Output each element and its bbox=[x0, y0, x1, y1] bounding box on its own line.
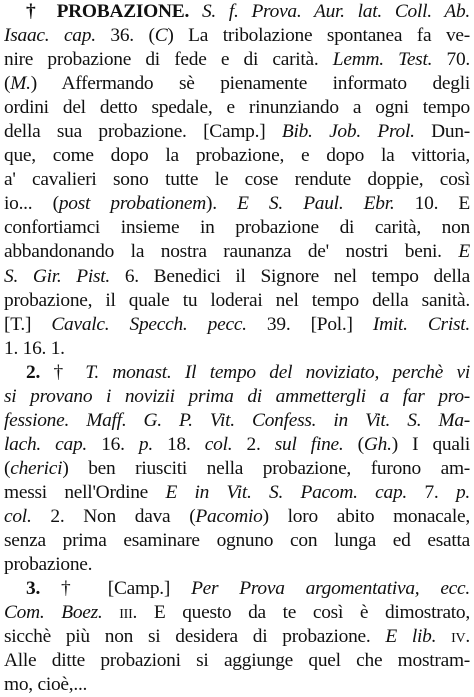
text-run: della sua probazione. [Camp.] bbox=[4, 121, 282, 143]
text-line bbox=[4, 457, 470, 481]
text-run: nire probazione di fede e di carità. bbox=[4, 49, 333, 71]
text-run: confortiamci insieme in probazione di carità, non bbox=[4, 217, 470, 239]
text-line bbox=[4, 553, 470, 577]
text-run: 1. 16. 1. bbox=[4, 337, 65, 359]
text-run: E in Vit. S. Pacom. cap. bbox=[165, 481, 408, 503]
text-run: Cavalc. Specch. pecc. bbox=[51, 313, 247, 335]
text-run: iv bbox=[451, 626, 466, 648]
text-run: a' cavalieri sono tutte le cose rendute doppie, così bbox=[4, 169, 470, 191]
text-line bbox=[4, 120, 470, 144]
text-run: post probationem bbox=[58, 193, 207, 215]
text-run: ) Affermando sè pienamente informato degli bbox=[30, 73, 470, 95]
text-run: 10. E bbox=[394, 193, 470, 215]
text-run: sul fine. bbox=[274, 433, 344, 455]
text-run: Bib. Job. Prol. bbox=[281, 121, 415, 143]
text-run: ). bbox=[206, 193, 238, 215]
text-run: Alle ditte probazioni si aggiunge quel che mostram- bbox=[4, 650, 470, 672]
text-run: ) I quali bbox=[391, 433, 470, 455]
text-line bbox=[4, 192, 470, 216]
text-run: col. bbox=[204, 433, 233, 455]
text-run: lach. cap. bbox=[4, 433, 88, 455]
text-line bbox=[4, 265, 470, 289]
text-run bbox=[103, 602, 120, 623]
text-run: 18. bbox=[152, 433, 205, 455]
text-line bbox=[4, 433, 470, 457]
text-run: abbandonando la nostra raunanza de' nostri beni. bbox=[4, 241, 459, 263]
text-run: 16. bbox=[87, 433, 139, 455]
text-run: messi nell'Ordine bbox=[4, 481, 166, 503]
text-run: † bbox=[40, 361, 86, 383]
text-line bbox=[4, 409, 470, 433]
text-run: que, come dopo la probazione, e dopo la vittoria, bbox=[4, 145, 470, 167]
text-run: iii bbox=[119, 602, 133, 624]
text-line bbox=[4, 601, 470, 625]
text-run: 36. ( bbox=[95, 25, 155, 47]
text-run: † PROBAZIONE. bbox=[26, 1, 190, 22]
text-run: mo, cioè,... bbox=[4, 674, 88, 696]
text-run: cherici bbox=[10, 457, 63, 479]
text-run: col. bbox=[4, 505, 32, 527]
text-run: ) La tribolazione spontanea fa ve- bbox=[167, 25, 470, 47]
text-line bbox=[4, 144, 470, 168]
text-run: E lib. bbox=[385, 626, 437, 648]
text-line bbox=[4, 48, 470, 72]
text-line bbox=[4, 337, 470, 361]
text-run: ( bbox=[4, 73, 11, 95]
text-line bbox=[4, 481, 470, 505]
text-run: 7. bbox=[407, 481, 456, 503]
text-run: Imit. Crist. bbox=[372, 313, 470, 335]
text-line bbox=[4, 649, 470, 673]
text-run: io... ( bbox=[4, 193, 59, 215]
text-run: probazione, il quale tu loderai nel tempo della sanità. bbox=[4, 289, 470, 311]
text-line bbox=[4, 240, 470, 264]
text-run: S. Gir. Pist. bbox=[4, 265, 111, 287]
text-run: E S. Paul. Ebr. bbox=[237, 193, 395, 215]
text-run: [T.] bbox=[4, 313, 52, 335]
text-run: 2. bbox=[26, 361, 41, 383]
text-line bbox=[4, 313, 470, 337]
text-run bbox=[436, 626, 451, 647]
text-run: Com. Boez. bbox=[4, 602, 103, 624]
text-run: Lemm. Test. bbox=[332, 49, 433, 71]
text-run: Isaac. cap. bbox=[4, 25, 96, 47]
text-line bbox=[4, 72, 470, 96]
text-run: Dun- bbox=[414, 121, 470, 143]
text-run: probazione. bbox=[4, 554, 93, 576]
text-run: p. bbox=[138, 433, 153, 455]
text-run: Pacomio bbox=[195, 505, 263, 527]
text-line bbox=[4, 577, 470, 601]
text-run: ordini del detto spedale, e rinunziando a ogni tempo bbox=[4, 97, 470, 119]
text-run: 39. [Pol.] bbox=[246, 313, 373, 335]
text-run: C bbox=[154, 25, 168, 47]
text-run: 70. bbox=[432, 49, 470, 71]
text-line bbox=[4, 505, 470, 529]
text-run bbox=[189, 1, 202, 22]
text-line bbox=[4, 168, 470, 192]
text-line bbox=[4, 289, 470, 313]
text-line bbox=[4, 625, 470, 649]
text-run: sicchè più non si desidera di probazione. bbox=[4, 626, 386, 648]
text-line bbox=[4, 529, 470, 553]
text-run: 2. bbox=[232, 433, 275, 455]
text-run: 3. bbox=[26, 578, 41, 600]
text-line bbox=[4, 673, 470, 697]
text-line bbox=[4, 385, 470, 409]
text-run: ( bbox=[4, 457, 11, 479]
text-run: si provano i novizii prima di ammettergli a far pro- bbox=[4, 385, 470, 407]
text-line bbox=[4, 24, 470, 48]
text-run: . E questo da te così è dimostrato, bbox=[132, 602, 470, 624]
text-run: Per Prova argomentativa, ecc. bbox=[191, 578, 470, 600]
text-run: E bbox=[458, 241, 470, 263]
text-run: ( bbox=[343, 433, 364, 455]
text-run: Gh. bbox=[363, 433, 392, 455]
text-run: ) ben riusciti nella probazione, furono am- bbox=[62, 457, 470, 479]
text-run: ) loro abito monacale, bbox=[262, 505, 470, 527]
text-line bbox=[4, 0, 470, 24]
text-run: S. f. Prova. Aur. lat. Coll. Ab. bbox=[201, 1, 470, 22]
text-line bbox=[4, 96, 470, 120]
text-run: fessione. Maff. G. P. Vit. Confess. in Vit. S. Ma- bbox=[4, 409, 470, 431]
text-line bbox=[4, 361, 470, 385]
text-run: 6. Benedici il Signore nel tempo della bbox=[110, 265, 470, 287]
text-run: M. bbox=[10, 73, 31, 95]
text-run: p. bbox=[455, 481, 470, 503]
text-run: † [Camp.] bbox=[40, 578, 192, 600]
text-run: senza prima esaminare ognuno con lunga ed esatta bbox=[4, 530, 470, 552]
text-run: T. monast. Il tempo del noviziato, perchè vi bbox=[85, 361, 470, 383]
text-run: 2. Non dava ( bbox=[31, 505, 196, 527]
text-line bbox=[4, 216, 470, 240]
text-run: . bbox=[465, 626, 470, 648]
